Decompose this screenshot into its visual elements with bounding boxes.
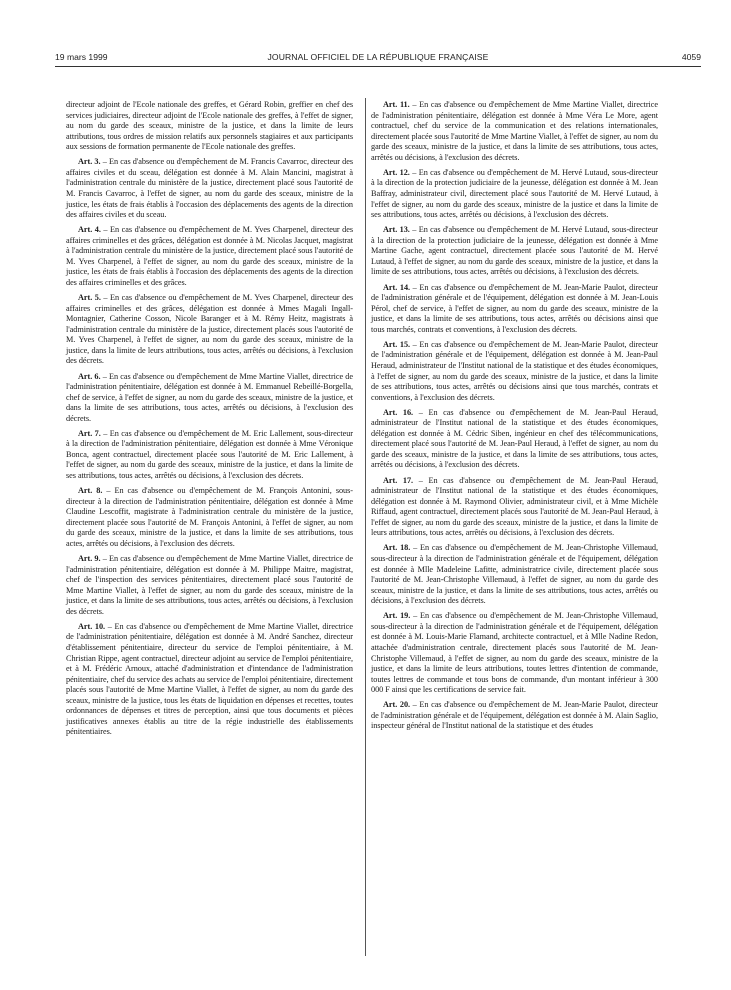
article-label: Art. 16. [383, 407, 414, 417]
header-rule [55, 66, 701, 67]
article-text: – En cas d'absence ou d'empêchement de Mme Martine Viallet, directrice de l'administration pénitentiaire, délégation est donnée à M. Philippe Maitre, magistrat, chef de l'inspection des services pénitentiaires, directement placé sous l'autorité de Mme Martine Viallet, à l'effet de signer, au nom du garde des sceaux, ministre de la justice, et dans la limite de ses attributions, tous actes, arrêtés ou décisions, à l'exclusion des décrets. [66, 554, 353, 616]
article-label: Art. 11. [383, 100, 410, 109]
journal-title: JOURNAL OFFICIEL DE LA RÉPUBLIQUE FRANÇAISE [267, 52, 489, 62]
article-text: – En cas d'absence ou d'empêchement de M. Jean-Christophe Villemaud, sous-directeur à la direction de l'administration générale et de l'équipement, délégation est donnée à M. Louis-Marie Flamand, architecte contractuel, et à Mlle Nadine Redon, attachée d'administration centrale, directement placés sous l'autorité de M. Jean-Christophe Villemaud, à l'effet de signer, au nom du garde des sceaux, ministre de la justice, et dans la limite de leurs attributions, toutes lettres d'intention de commande, toutes lettres de commande et tous bons de commande, d'un montant inférieur à 300 000 F ainsi que les certifications de service fait. [371, 611, 659, 695]
article-label: Art. 14. [383, 282, 411, 292]
column-divider [365, 98, 366, 956]
paragraph [371, 476, 658, 539]
paragraph [66, 486, 353, 549]
paragraph [66, 157, 353, 220]
article-label: Art. 6. [78, 371, 101, 381]
article-text: – En cas d'absence ou d'empêchement de M. Jean-Marie Paulot, directeur de l'administration générale et de l'équipement, délégation est donnée à M. Alain Saglio, inspecteur général de l'Institut national de la statistique et des études [371, 700, 658, 731]
paragraph [371, 543, 658, 606]
paragraph [66, 554, 353, 617]
article-text: – En cas d'absence ou d'empêchement de M. Jean-Paul Heraud, administrateur de l'Institut national de la statistique et des études économiques, délégation est donnée à M. Raymond Olivier, administrateur civil, et à Mme Michèle Riffaud, agent contractuel, directement placés sous l'autorité de M. Jean-Paul Heraud, à l'effet de signer, au nom du garde des sceaux, ministre de la justice, et dans la limite de leurs attributions, tous actes, arrêtés ou décisions, à l'exclusion des décrets. [371, 475, 658, 538]
paragraph [66, 622, 353, 738]
article-text: – En cas d'absence ou d'empêchement de M. Yves Charpenel, directeur des affaires criminelles et des grâces, délégation est donnée à Mmes Magali Ingall-Montagnier, Catherine Cosson, Nicole Baranger et à M. Rémy Heitz, magistrats à l'administration centrale du ministère de la justice, directement placés sous l'autorité de M. Yves Charpenel, à l'effet de signer, au nom du garde des sceaux, ministre de la justice, dans la limite de leurs attributions, tous actes, arrêtés ou décisions, à l'exclusion des décrets. [66, 293, 353, 366]
article-label: Art. 9. [78, 554, 101, 564]
article-text: – En cas d'absence ou d'empêchement de M. Hervé Lutaud, sous-directeur à la direction de la protection judiciaire de la jeunesse, délégation est donnée à M. Jean Baffray, administrateur civil, directement placé sous l'autorité de M. Hervé Lutaud, à l'effet de signer, au nom du garde des sceaux, ministre de la justice et dans la limite de ses attributions, tous actes, arrêtés ou décisions, à l'exclusion des décrets. [371, 167, 659, 220]
article-label: Art. 17. [383, 475, 414, 485]
left-column [66, 100, 353, 743]
paragraph [66, 100, 353, 153]
article-text: – En cas d'absence ou d'empêchement de M. Jean-Marie Paulot, directeur de l'administration générale et de l'équipement, délégation est donnée à M. Jean-Paul Heraud, administrateur de l'Institut national de la statistique et des études économiques, à l'effet de signer, au nom du garde des sceaux, ministre de la justice, et dans la limite de ses attributions, tous actes, arrêtés ou décisions ainsi que tous marchés, contrats et conventions, à l'exclusion des décrets. [371, 339, 658, 402]
article-label: Art. 8. [78, 486, 103, 496]
article-text: – En cas d'absence ou d'empêchement de M. Jean-Christophe Villemaud, sous-directeur à la direction de l'administration générale et de l'équipement, délégation est donnée à Mlle Madeleine Lafitte, administratrice civile, directement placée sous l'autorité de M. Jean-Christophe Villemaud, à l'effet de signer, au nom du garde des sceaux, ministre de la justice, et dans la limite de ses attributions, tous actes, arrêtés ou décisions, à l'exclusion des décrets. [371, 543, 659, 606]
article-text: – En cas d'absence ou d'empêchement de M. Eric Lallement, sous-directeur à la direction de l'administration pénitentiaire, délégation est donnée à Mme Véronique Bonca, agent contractuel, directement placée sous l'autorité de M. Eric Lallement, à l'effet de signer, au nom du garde des sceaux, ministre de la justice, et dans la limite de ses attributions, tous actes, arrêtés ou décisions, à l'exclusion des décrets. [66, 428, 353, 481]
article-label: Art. 10. [78, 621, 106, 631]
paragraph [371, 700, 658, 732]
paragraph [66, 372, 353, 425]
right-column [371, 100, 658, 737]
issue-date: 19 mars 1999 [55, 52, 108, 62]
paragraph [371, 340, 658, 403]
article-label: Art. 5. [78, 293, 101, 303]
paragraph [66, 225, 353, 288]
article-label: Art. 3. [78, 157, 101, 167]
article-label: Art. 12. [383, 167, 410, 177]
paragraph [66, 429, 353, 482]
paragraph [371, 225, 658, 278]
article-text: directeur adjoint de l'Ecole nationale des greffes, et Gérard Robin, greffier en chef des services judiciaires, directeur adjoint de l'Ecole nationale des greffes, à l'effet de signer, au nom du garde des sceaux, ministre de la justice, et dans la limite de leurs attributions, tous ordres de mission relatifs aux personnels stagiaires et aux participants aux sessions de formation permanente de l'Ecole nationale des greffes. [66, 100, 353, 152]
article-label: Art. 7. [78, 428, 101, 438]
article-text: – En cas d'absence ou d'empêchement de M. Yves Charpenel, directeur des affaires criminelles et des grâces, délégation est donnée à M. Nicolas Jacquet, magistrat à l'administration centrale du ministère de la justice, directement placé sous l'autorité de M. Yves Charpenel, à l'effet de signer, au nom du garde des sceaux, ministre de la justice, les états de frais établis à l'occasion des déplacements des agents de la direction des affaires criminelles et des grâces. [66, 225, 353, 287]
article-text: – En cas d'absence ou d'empêchement de M. Hervé Lutaud, sous-directeur à la direction de la protection judiciaire de la jeunesse, délégation est donnée à Mme Martine Gache, agent contractuel, directement placée sous l'autorité de M. Hervé Lutaud, à l'effet de signer, au nom du garde des sceaux, ministre de la justice, et dans la limite de ses attributions, tous actes, arrêtés ou décisions, à l'exclusion des décrets. [371, 225, 659, 277]
paragraph [371, 408, 658, 471]
paragraph [371, 611, 658, 695]
article-label: Art. 20. [383, 700, 411, 710]
article-label: Art. 19. [383, 611, 411, 621]
paragraph [66, 293, 353, 367]
article-label: Art. 13. [383, 225, 410, 235]
paragraph [371, 283, 658, 336]
article-label: Art. 15. [383, 339, 411, 349]
article-label: Art. 4. [78, 225, 101, 235]
page-number: 4059 [681, 52, 701, 62]
article-text: – En cas d'absence ou d'empêchement de Mme Martine Viallet, directrice de l'administration pénitentiaire, délégation est donnée à Mme Véra Le More, agent contractuel, chef du service de la communication et des relations internationales, directement placée sous l'autorité de Mme Martine Viallet, à l'effet de signer, au nom du garde des sceaux, ministre de la justice, et dans la limite de ses attributions, tous actes, arrêtés ou décisions, à l'exclusion des décrets. [371, 100, 658, 162]
article-label: Art. 18. [383, 543, 411, 553]
article-text: – En cas d'absence ou d'empêchement de Mme Martine Viallet, directrice de l'administration pénitentiaire, délégation est donnée à M. Emmanuel Rebeillé-Borgella, chef de service, à l'effet de signer, au nom du garde des sceaux, ministre de la justice, et dans la limite de ses attributions, tous actes, arrêtés ou décisions, à l'exclusion des décrets. [66, 371, 353, 423]
page-header [55, 52, 701, 66]
article-text: – En cas d'absence ou d'empêchement de Mme Martine Viallet, directrice de l'administration pénitentiaire, délégation est donnée à M. André Sanchez, directeur d'établissement pénitentiaire, directeur du service de l'emploi pénitentiaire, à M. Christian Rippe, agent contractuel, directeur adjoint au service de l'emploi pénitentiaire, et à M. Frédéric Arnoux, attaché d'administration et d'intendance de l'administration pénitentiaire, chef du service des achats au service de l'emploi pénitentiaire, directement placés sous l'autorité de Mme Martine Viallet, à l'effet de signer, au nom du garde des sceaux, ministre de la justice, tous les états de liquidation en dépenses et recettes, toutes ordonnances de dépenses et titres de perception, ainsi que tous documents et pièces justificatives annexes établis au titre de la régie industrielle des établissements pénitentiaires. [66, 621, 354, 737]
paragraph [371, 168, 658, 221]
paragraph [371, 100, 658, 163]
article-text: – En cas d'absence ou d'empêchement de M. Jean-Marie Paulot, directeur de l'administration générale et de l'équipement, délégation est donnée à M. Jean-Louis Pérol, chef de service, à l'effet de signer, au nom du garde des sceaux, ministre de la justice, et dans la limite de ses attributions, tous actes, arrêtés ou décisions ainsi que tous marchés, contrats et conventions, à l'exclusion des décrets. [371, 282, 658, 334]
article-text: – En cas d'absence ou d'empêchement de M. François Antonini, sous-directeur à la direction de l'administration pénitentiaire, délégation est donnée à Mme Claudine Lescoffit, magistrate à l'administration centrale du ministère de la justice, directement placée sous l'autorité de M. François Antonini, à l'effet de signer, au nom du garde des sceaux, ministre de la justice, et dans la limite de ses attributions, tous actes, arrêtés ou décisions, à l'exclusion des décrets. [66, 486, 353, 548]
article-text: – En cas d'absence ou d'empêchement de M. Jean-Paul Heraud, administrateur de l'Institut national de la statistique et des études économiques, délégation est donnée à M. Cédric Siben, ingénieur en chef des télécommunications, directement placé sous l'autorité de M. Jean-Paul Heraud, à l'effet de signer, au nom du garde des sceaux, ministre de la justice, et dans la limite de ses attributions, tous actes, arrêtés ou décisions, à l'exclusion des décrets. [371, 407, 658, 470]
article-text: – En cas d'absence ou d'empêchement de M. Francis Cavarroc, directeur des affaires civiles et du sceau, délégation est donnée à M. Alain Mancini, magistrat à l'administration centrale du ministère de la justice, directement placé sous l'autorité de M. Francis Cavarroc, à l'effet de signer, au nom du garde des sceaux, ministre de la justice, les états de frais établis à l'occasion des déplacements des agents de la direction des affaires civiles et du sceau. [66, 157, 353, 220]
